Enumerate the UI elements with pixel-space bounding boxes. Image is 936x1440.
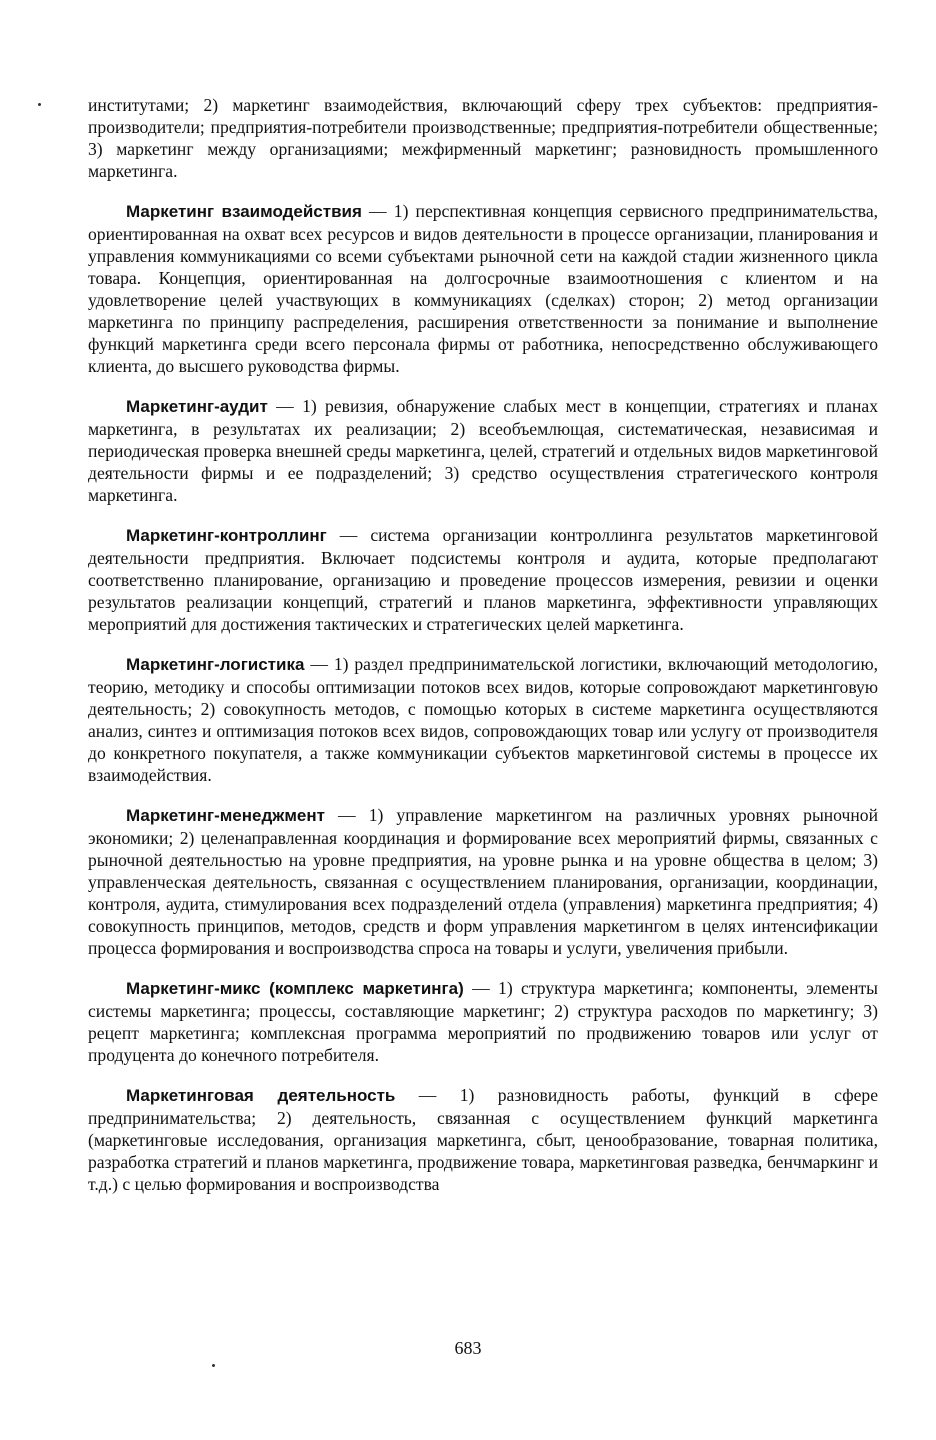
entry-term: Маркетинг-логистика xyxy=(126,655,305,674)
entry-marketing-management xyxy=(88,804,878,959)
entry-definition: 1) ревизия, обнаружение слабых мест в концепции, стратегиях и планах маркетинга, в результатах их реализации; 2) всеобъемлющая, систематическая, независимая и периодическая проверка внешней среды маркетинга, целей, стратегий и отдельных видов маркетинговой деятельности фирмы и ее подразделений; 3) средство осуществления стратегического контроля маркетинга. xyxy=(88,396,879,505)
entry-dash: — xyxy=(324,805,369,825)
entry-definition: 1) разновидность работы, функций в сфере предпринимательства; 2) деятельность, связанная с осуществлением функций маркетинга (маркетинговые исследования, организация маркетинга, сбыт, ценообразование, товарная политика, разработка стратегий и планов маркетинга, продвижение товара, маркетинговая разведка, бенчмаркинг и т.д.) с целью формирования и воспроизводства xyxy=(88,1085,879,1194)
entry-term: Маркетинг-аудит xyxy=(126,397,268,416)
entry-marketing-interaction xyxy=(88,200,878,377)
entry-term: Маркетинг взаимодействия xyxy=(126,202,362,221)
entry-definition: система организации контроллинга результатов маркетинговой деятельности предприятия. Включает подсистемы контроля и аудита, которые предполагают соответственно планирование, организацию и проведение процессов измерения, ревизии и оценки результатов реализации концепций, стратегий и планов маркетинга, эффективности управляющих мероприятий для достижения тактических и стратегических целей маркетинга. xyxy=(88,525,879,634)
entry-marketing-mix xyxy=(88,977,878,1066)
page-number: 683 xyxy=(454,1338,482,1358)
entry-definition: 1) перспективная концепция сервисного предпринимательства, ориентированная на охват всех ресурсов и видов деятельности в процессе организации, планирования и управления коммуникациями со всеми субъектами рыночной сети на каждой стадии жизненного цикла товара. Концепция, ориентированная на долгосрочные взаимоотношения с клиентом и на удовлетворение целей участвующих в коммуникациях (сделках) сторон; 2) метод организации маркетинга по принципу распределения, расширения ответственности за понимание и выполнение функций маркетинга среди всего персонала фирмы от работника, непосредственно обслуживающего клиента, до высшего руководства фирмы. xyxy=(88,201,879,376)
entry-dash: — xyxy=(326,525,371,545)
scan-speck xyxy=(38,103,41,106)
entry-term: Маркетинг-контроллинг xyxy=(126,526,327,545)
entry-marketing-audit xyxy=(88,395,878,506)
entry-definition: 1) структура маркетинга; компоненты, элементы системы маркетинга; процессы, составляющие маркетинг; 2) структура расходов по маркетингу; 3) рецепт маркетинга; комплексная программа мероприятий по продвижению товаров или услуг от продуцента до конечного потребителя. xyxy=(88,978,878,1065)
entry-dash: — xyxy=(463,978,499,998)
entry-marketing-controlling xyxy=(88,524,878,635)
entry-dash: — xyxy=(267,396,303,416)
entry-term: Маркетинговая деятельность xyxy=(126,1086,396,1105)
entry-dash: — xyxy=(304,654,334,674)
entry-term: Маркетинг-микс (комплекс маркетинга) xyxy=(126,979,464,998)
entry-term: Маркетинг-менеджмент xyxy=(126,806,325,825)
entry-dash: — xyxy=(395,1085,460,1105)
entry-dash: — xyxy=(361,201,394,221)
intro-paragraph: институтами; 2) маркетинг взаимодействия, включающий сферу трех субъектов: предприятия-производители; предприятия-потребители производственные; предприятия-потребители общественные; 3) маркетинг между организациями; межфирменный маркетинг; разновидность промышленного маркетинга. xyxy=(88,95,878,181)
page-body xyxy=(88,94,878,1213)
entry-definition: 1) управление маркетингом на различных уровнях рыночной экономики; 2) целенаправленная координация и формирование всех мероприятий фирмы, связанных с рыночной деятельностью на уровне предприятия, на уровне рынка и на уровне общества в целом; 3) управленческая деятельность, связанная с осуществлением планирования, организации, координации, контроля, аудита, стимулирования всех подразделений отдела (управления) маркетинга предприятия; 4) совокупность принципов, методов, средств и форм управления маркетингом в целях интенсификации процесса формирования и воспроизводства спроса на товары и услуги, увеличения прибыли. xyxy=(88,805,879,958)
entry-definition: 1) раздел предпринимательской логистики, включающий методологию, теорию, методику и способы оптимизации потоков всех видов, которые сопровождают маркетинговую деятельность; 2) совокупность методов, с помощью которых в системе маркетинга осуществляются анализ, синтез и оптимизация потоков всех видов, сопровождающих товар или услугу от производителя до конкретного покупателя, а также коммуникации субъектов маркетинговой системы в процессе их взаимодействия. xyxy=(88,654,878,785)
entry-marketing-activity xyxy=(88,1084,878,1195)
entry-marketing-logistics xyxy=(88,653,878,786)
scan-speck xyxy=(212,1364,215,1367)
